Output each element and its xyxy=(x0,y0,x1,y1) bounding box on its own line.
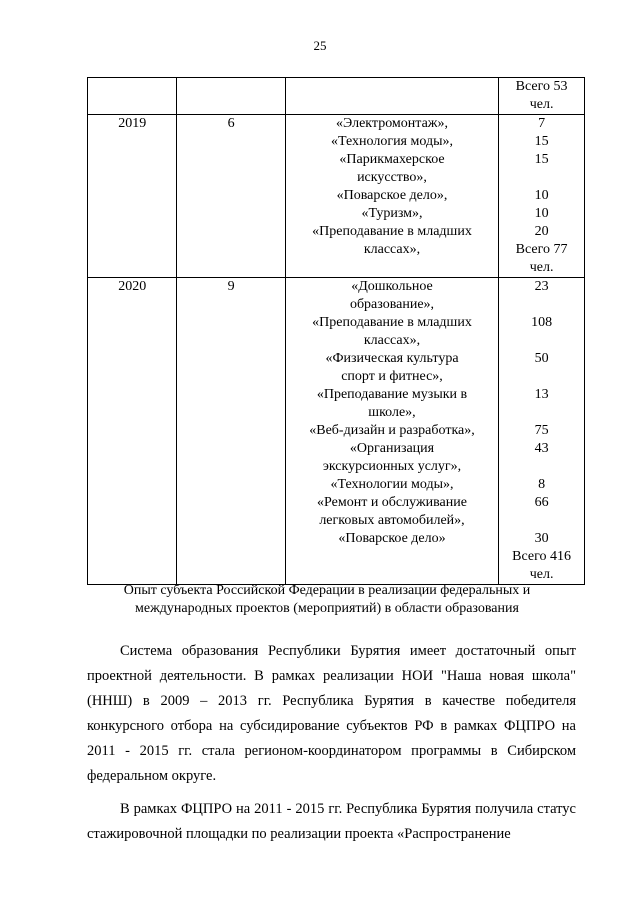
year-cell xyxy=(88,78,177,115)
program-line: «Туризм», xyxy=(361,206,423,221)
numbers-cell xyxy=(499,115,585,278)
number-line: 50 xyxy=(534,351,549,366)
programs-cell xyxy=(285,115,498,278)
program-line: «Физическая культура xyxy=(325,351,459,366)
table-row xyxy=(88,115,585,278)
number-line: 15 xyxy=(534,134,549,149)
number-line: 30 xyxy=(534,531,549,546)
program-line: «Парикмахерское xyxy=(339,152,445,167)
paragraph-2-text: В рамках ФЦПРО на 2011 - 2015 гг. Республика Бурятия получила статус стажировочной площадки по реализации проекта «Распространение xyxy=(87,801,576,842)
number-line xyxy=(503,512,580,530)
program-line: «Преподавание музыки в xyxy=(316,387,468,402)
section-heading: Опыт субъекта Российской Федерации в реализации федеральных и международных проектов (мероприятий) в области образования xyxy=(123,583,531,616)
program-line: школе», xyxy=(368,405,416,420)
count-cell xyxy=(177,78,285,115)
number-line: 8 xyxy=(538,477,546,492)
paragraph-2 xyxy=(87,797,576,847)
program-line: классах», xyxy=(363,333,421,348)
program-line: «Дошкольное xyxy=(351,279,433,294)
page-number: 25 xyxy=(313,38,327,53)
program-line: искусство», xyxy=(357,170,427,185)
number-line: 10 xyxy=(534,188,549,203)
number-line: 15 xyxy=(534,152,549,167)
numbers-cell xyxy=(499,78,585,115)
paragraph-1-text: Система образования Республики Бурятия имеет достаточный опыт проектной деятельности. В рамках реализации НОИ "Наша новая школа" (ННШ) в 2009 – 2013 гг. Республика Бурятия в качестве победителя конкурсного отбора на субсидирование субъектов РФ в рамках ФЦПРО на 2011 - 2015 гг. стала регионом-координатором программы в Сибирском федеральном округе. xyxy=(87,643,576,784)
program-line: «Организация xyxy=(349,441,435,456)
number-line: 7 xyxy=(538,116,546,131)
number-line: Всего 77 чел. xyxy=(515,242,568,275)
program-line: экскурсионных услуг», xyxy=(322,459,462,474)
program-line: «Электромонтаж», xyxy=(336,116,448,131)
numbers-cell xyxy=(499,278,585,585)
program-line: «Поварское дело», xyxy=(336,188,448,203)
programs-table xyxy=(87,77,585,585)
count-cell: 6 xyxy=(177,115,285,278)
number-line: чел. xyxy=(529,567,554,582)
number-line: Всего 416 xyxy=(512,549,571,564)
program-line: «Ремонт и обслуживание xyxy=(317,495,467,510)
count-cell: 9 xyxy=(177,278,285,585)
year-cell: 2019 xyxy=(88,115,177,278)
program-line: образование», xyxy=(349,297,435,312)
program-line: «Технологии моды», xyxy=(330,477,454,492)
program-line: классах», xyxy=(363,242,421,257)
number-line: 10 xyxy=(534,206,549,221)
number-line xyxy=(503,404,580,422)
number-line xyxy=(503,169,580,187)
program-line: «Преподавание в младших xyxy=(312,315,472,330)
program-line: легковых автомобилей», xyxy=(319,513,465,528)
number-line: 13 xyxy=(534,387,549,402)
number-line xyxy=(503,458,580,476)
number-line: 75 xyxy=(534,423,549,438)
number-line: 108 xyxy=(531,315,553,330)
program-line: спорт и фитнес», xyxy=(341,369,443,384)
program-line: «Поварское дело» xyxy=(338,531,446,546)
number-line: 43 xyxy=(534,441,549,456)
number-line: 23 xyxy=(534,279,549,294)
number-line xyxy=(503,332,580,350)
number-line xyxy=(503,296,580,314)
table-row xyxy=(88,78,585,115)
paragraph-1 xyxy=(87,639,576,789)
table-row xyxy=(88,278,585,585)
number-line: 66 xyxy=(534,495,549,510)
year-cell: 2020 xyxy=(88,278,177,585)
programs-cell xyxy=(285,78,498,115)
number-line xyxy=(503,368,580,386)
program-line: «Технология моды», xyxy=(330,134,453,149)
program-line: «Веб-дизайн и разработка», xyxy=(309,423,475,438)
program-line: «Преподавание в младших xyxy=(312,224,472,239)
number-line: 20 xyxy=(534,224,549,239)
number-line: Всего 53 чел. xyxy=(515,79,568,112)
programs-cell xyxy=(285,278,498,585)
